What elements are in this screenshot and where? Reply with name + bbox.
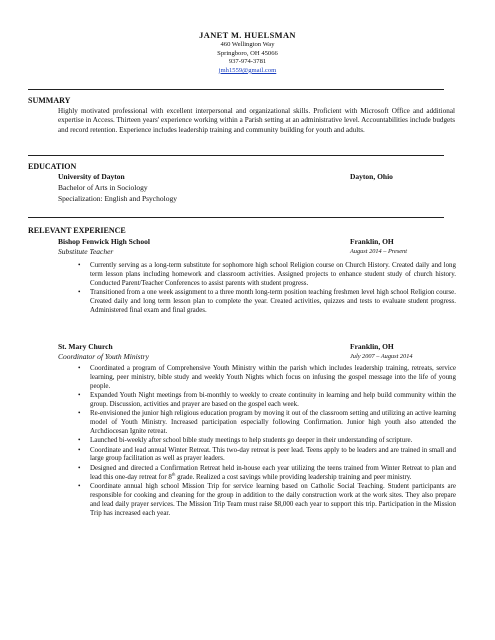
bullet-icon: • xyxy=(78,481,81,490)
list-item: • Launched bi-weekly after school bible study meetings to help students go deeper in their understanding of scripture. xyxy=(78,436,413,445)
bullet-icon: • xyxy=(78,445,81,454)
divider xyxy=(28,89,444,90)
bullet-icon: • xyxy=(78,261,81,269)
bullet-icon: • xyxy=(78,288,81,297)
list-item: • Currently serving as a long-term substitute for sophomore high school Religion course on Church History. Created daily and long term lesson plans including homework and classroom activities. Assigned projects to enhance student study of church history. Conducted Parent/Teacher Conferences to assist parents with student progress. xyxy=(78,261,456,287)
employer-name: Bishop Fenwick High School xyxy=(58,237,150,246)
specialization: Specialization: English and Psychology xyxy=(58,194,177,203)
job-role-row xyxy=(58,247,455,257)
list-item: • Coordinate annual high school Mission Trip for service learning based on Catholic Social Teaching. Student participants are responsible for cooking and cleaning for the group in addition to the daily construction work at the work sites. They also prepare and lead daily prayer services. The Mission Trip Team must raise $8,000 each year to support this trip. Participation in the Mission Trip has increased each year. xyxy=(78,481,456,517)
experience-heading: RELEVANT EXPERIENCE xyxy=(28,226,126,235)
job-role: Coordinator of Youth Ministry xyxy=(58,352,149,361)
school-name: University of Dayton xyxy=(58,172,125,181)
degree: Bachelor of Arts in Sociology xyxy=(58,183,148,192)
divider xyxy=(28,155,444,156)
employer-name: St. Mary Church xyxy=(58,342,113,351)
bullet-icon: • xyxy=(78,436,81,445)
list-item: • Designed and directed a Confirmation Retreat held in-house each year utilizing the teens trained from Winter Retreat to plan and lead this one-day retreat for 8th grade. Realized a cost savings while providing leadership training and peer ministry. xyxy=(78,463,456,481)
education-heading: EDUCATION xyxy=(28,162,77,171)
job-employer-row xyxy=(58,237,455,247)
summary-text: Highly motivated professional with excellent interpersonal and organizational skills. Proficient with Microsoft Office and additional expertise in Access. Thirteen years' experience working within a Parish setting at an administrative level. Accountabilities include budgets and record retention. Experience includes leadership training and community building for youth and adults. xyxy=(58,107,455,134)
contact-header xyxy=(0,30,495,75)
email-link[interactable]: jmh1559@gmail.com xyxy=(218,66,277,74)
list-item: • Coordinated a program of Comprehensive Youth Ministry within the parish which includes leadership training, retreats, service learning, peer ministry, bible study and weekly Youth Nights which focus on infusing the gospel message into the life of young people. xyxy=(78,364,456,390)
city-line: Springboro, OH 45066 xyxy=(217,49,278,57)
phone-line: 937-974-3781 xyxy=(228,58,267,66)
bullet-icon: • xyxy=(78,409,81,418)
employer-location: Franklin, OH xyxy=(350,342,394,351)
employer-location: Franklin, OH xyxy=(350,237,394,246)
list-item: • Expanded Youth Night meetings from bi-monthly to weekly to create continuity in learning and help build community within the group. Discussion, activities and prayer are based on the gospel each week. xyxy=(78,391,456,408)
school-location: Dayton, Ohio xyxy=(350,172,393,181)
job-bullets xyxy=(78,261,456,315)
list-item: • Transitioned from a one week assignment to a three month long-term position teaching freshmen level high school Religion course. Created daily and long term lesson plan to complete the year. Created activities, quizzes and tests to evaluate student progress. Administered final exam and final grades. xyxy=(78,288,456,314)
bullet-icon: • xyxy=(78,463,81,472)
list-item: • Re-envisioned the junior high religious education program by moving it out of the classroom setting and utilizing an active learning model of Youth Ministry. Increased participation especially following Confirmation. Junior high youth also attended the Archdiocesan Ignite retreat. xyxy=(78,409,456,435)
summary-heading: SUMMARY xyxy=(28,96,71,105)
job-dates: July 2007 – August 2014 xyxy=(350,353,413,360)
job-role-row xyxy=(58,352,455,362)
applicant-name: JANET M. HUELSMAN xyxy=(199,31,296,40)
bullet-icon: • xyxy=(78,391,81,400)
list-item: • Coordinate and lead annual Winter Retreat. This two-day retreat is peer lead. Teens apply to be leaders and are trained in small and large group facilitation as well as prayer leaders. xyxy=(78,445,456,463)
bullet-icon: • xyxy=(78,364,81,372)
education-school-row xyxy=(58,172,455,182)
address-line: 460 Wellington Way xyxy=(220,41,275,48)
job-role: Substitute Teacher xyxy=(58,247,114,256)
job-bullets xyxy=(78,364,456,518)
divider xyxy=(28,217,444,218)
job-dates: August 2014 – Present xyxy=(350,248,407,255)
job-employer-row xyxy=(58,342,455,352)
